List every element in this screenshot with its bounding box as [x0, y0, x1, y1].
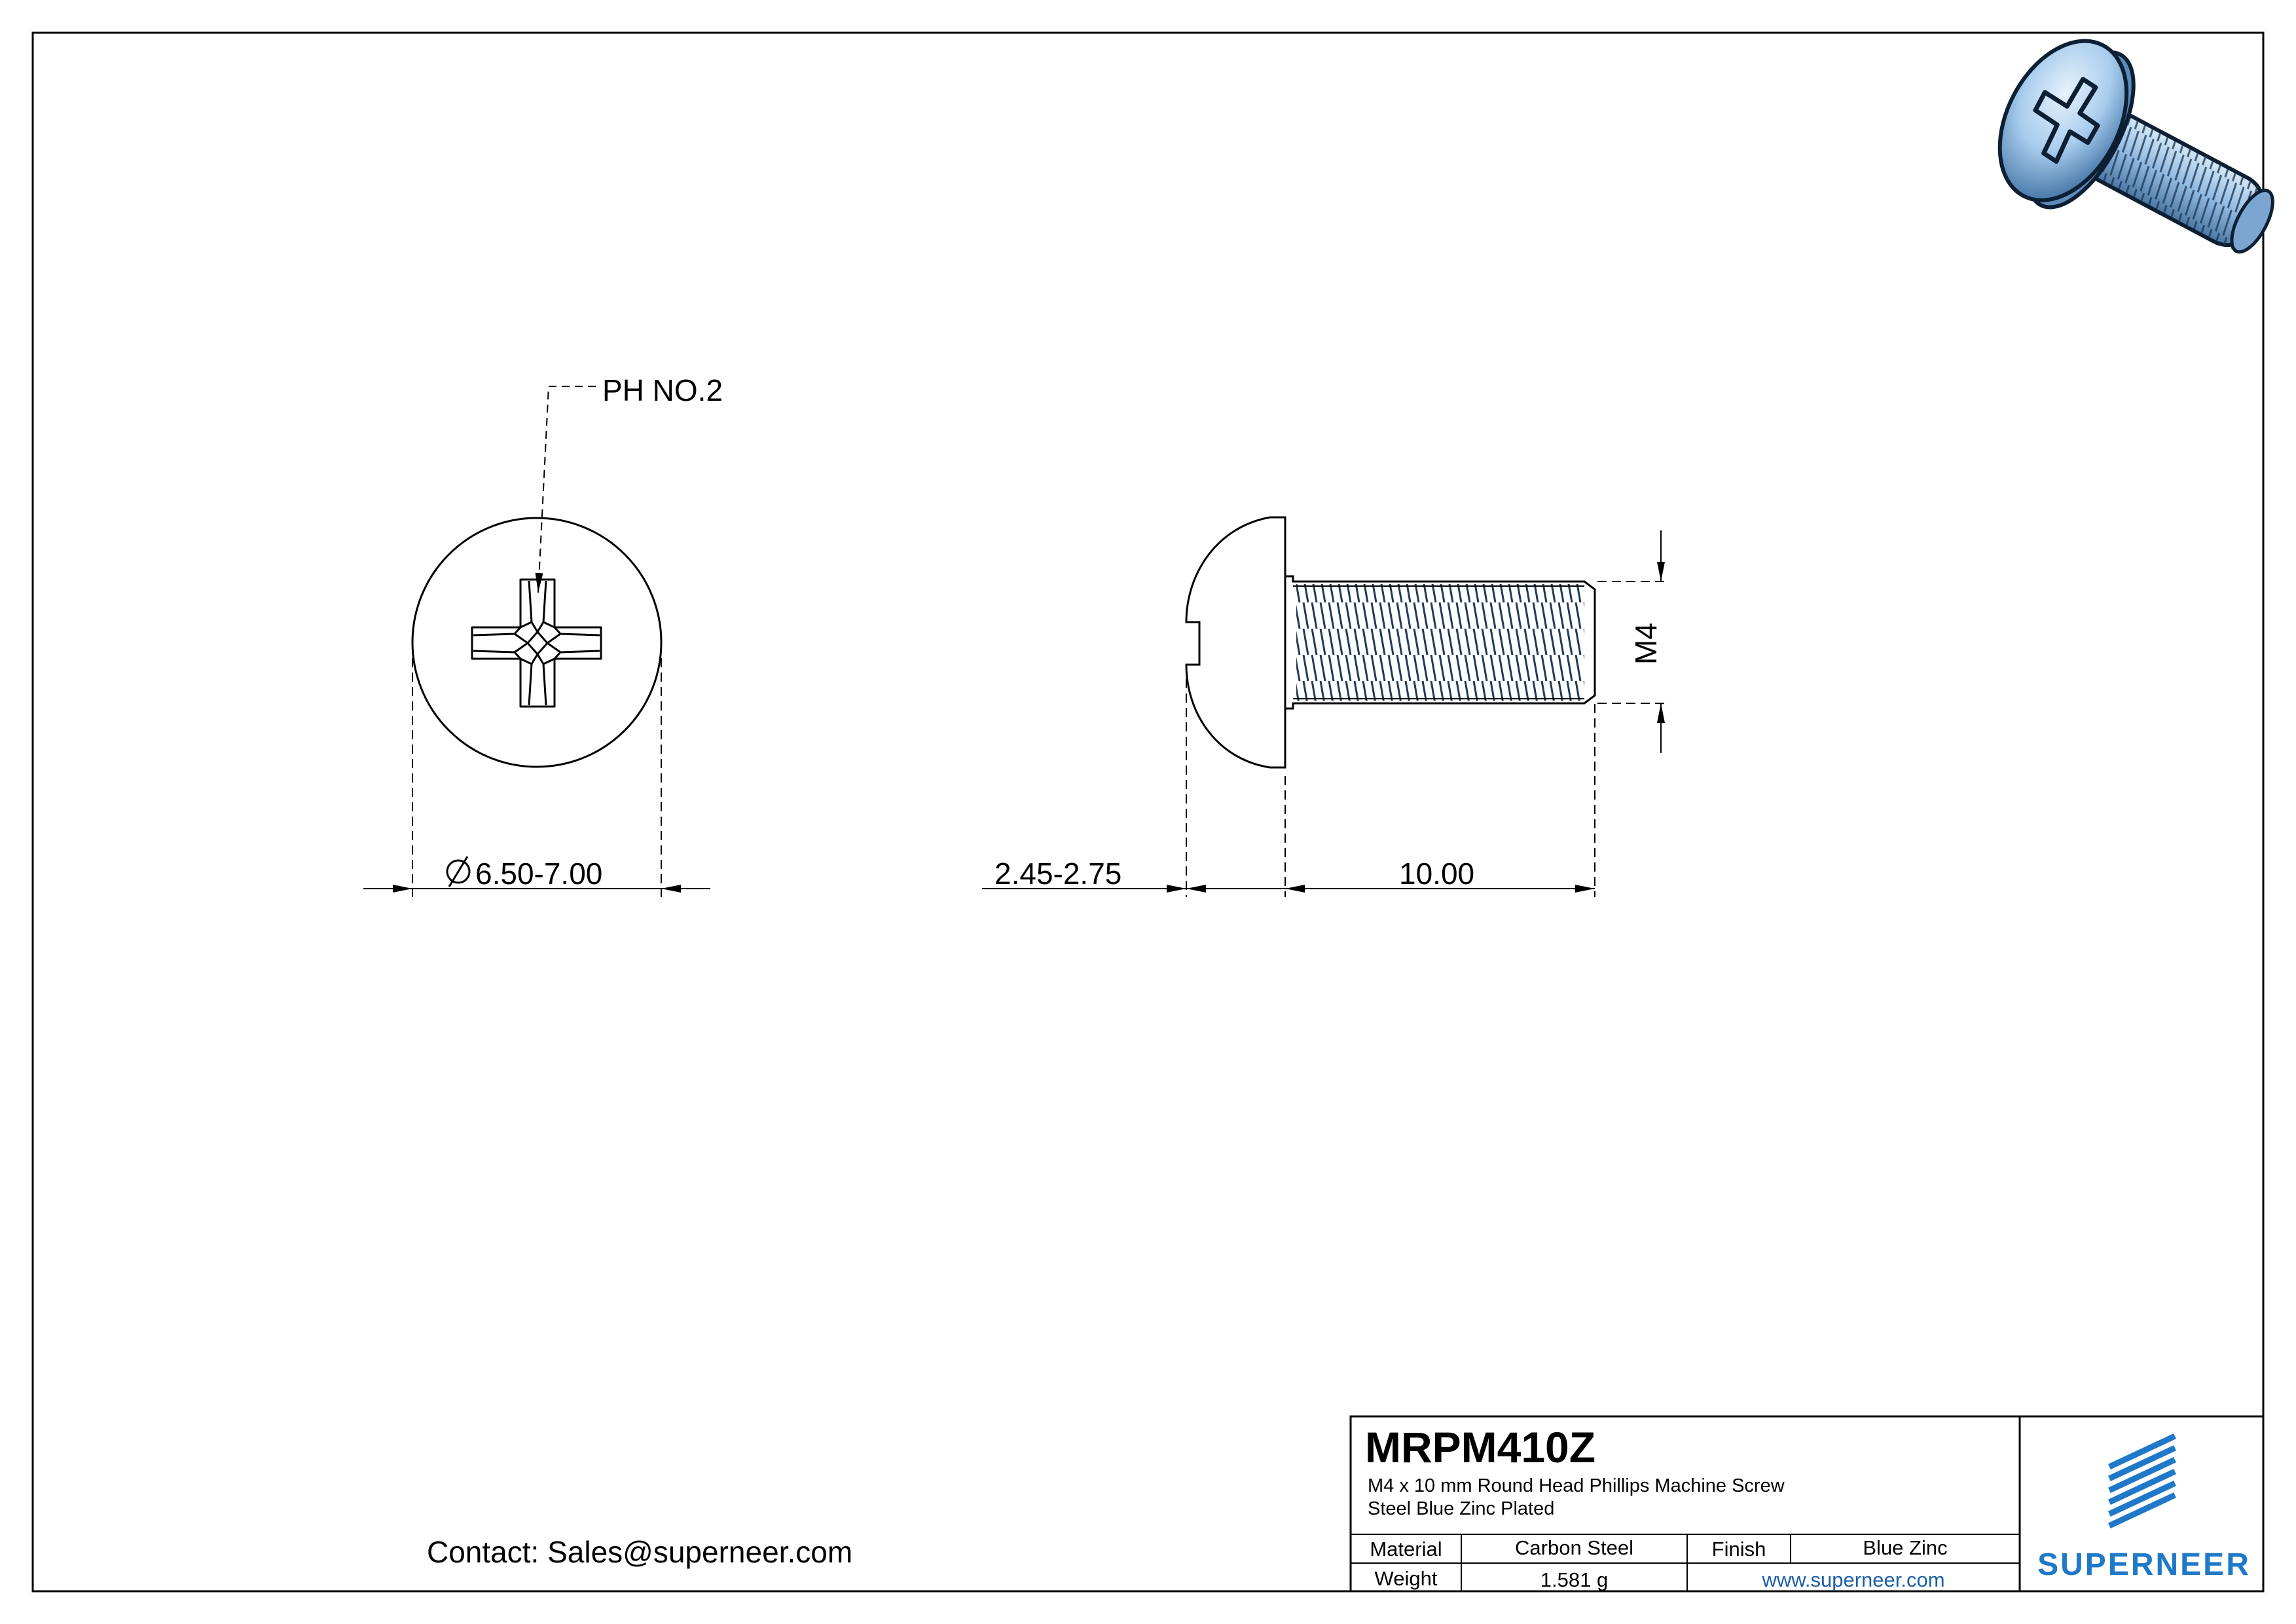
superneer-logo-icon [2112, 1437, 2172, 1524]
phillips-recess [472, 580, 601, 707]
screw-head-side [1186, 517, 1285, 767]
head-height-dimension: 2.45-2.75 [994, 857, 1122, 891]
weight-label: Weight [1374, 1567, 1438, 1590]
recess-callout: PH NO.2 [602, 373, 723, 407]
diameter-symbol [447, 857, 469, 887]
head-diameter-dimension: 6.50-7.00 [475, 857, 603, 891]
side-view [1186, 517, 1595, 767]
finish-label: Finish [1711, 1538, 1766, 1560]
website-link[interactable]: www.superneer.com [1762, 1568, 1945, 1591]
weight-value: 1.581 g [1540, 1568, 1609, 1591]
material-value: Carbon Steel [1515, 1536, 1633, 1559]
screw-threads [1296, 584, 1584, 701]
screw-3d-render [1974, 19, 2296, 303]
description-line-2: Steel Blue Zinc Plated [1368, 1498, 1555, 1519]
finish-value: Blue Zinc [1863, 1536, 1948, 1559]
material-label: Material [1370, 1538, 1442, 1560]
thread-dimension: M4 [1629, 623, 1663, 665]
description-line-1: M4 x 10 mm Round Head Phillips Machine Screw [1368, 1475, 1785, 1496]
contact-email: Contact: Sales@superneer.com [427, 1535, 853, 1569]
sheet-border [33, 33, 2263, 1591]
head-outline [412, 518, 661, 767]
part-number: MRPM410Z [1365, 1423, 1596, 1471]
length-dimension: 10.00 [1399, 857, 1475, 891]
front-view [363, 373, 723, 897]
brand-name: SUPERNEER [2037, 1547, 2251, 1582]
recess-leader [538, 386, 596, 593]
